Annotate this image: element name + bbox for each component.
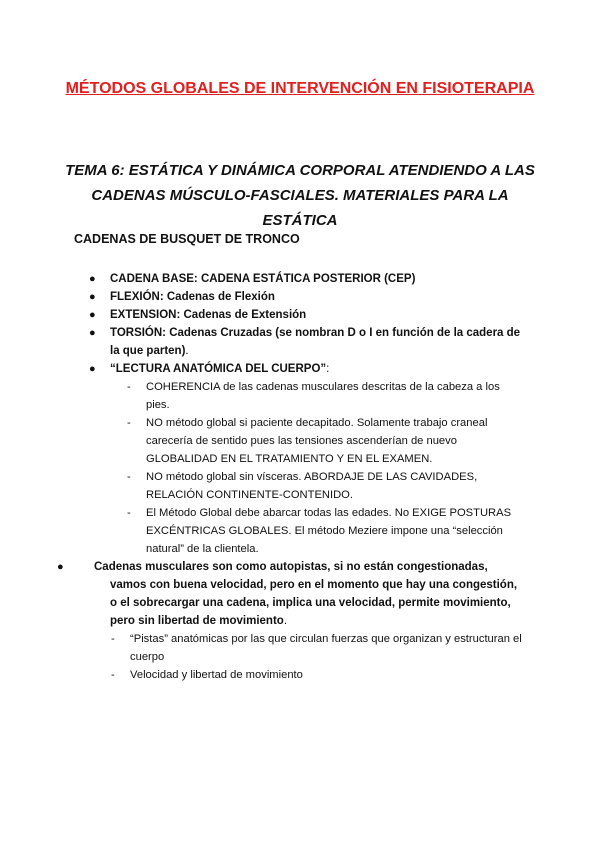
- section-heading: CADENAS DE BUSQUET DE TRONCO: [74, 232, 300, 246]
- bullet-icon: ●: [89, 273, 96, 285]
- list-item: [0, 306, 600, 324]
- sub-item-text: NO método global si paciente decapitado. Solamente trabajo craneal carecería de sentido pues las tensiones ascenderían de nuevo GLOBALIDAD EN EL TRATAMIENTO Y EN EL EXAMEN.: [146, 417, 488, 465]
- topic-subtitle: TEMA 6: ESTÁTICA Y DINÁMICA CORPORAL ATENDIENDO A LAS CADENAS MÚSCULO-FASCIALES. MATERIALES PARA LA ESTÁTICA: [65, 162, 535, 229]
- sub-item-text: “Pistas” anatómicas por las que circulan fuerzas que organizan y estructuran el cuerpo: [130, 633, 522, 663]
- dash-icon: -: [127, 417, 131, 429]
- item-text: Cadenas de Flexión: [163, 291, 275, 303]
- bullet-icon: ●: [57, 561, 64, 573]
- list-item: [0, 324, 600, 360]
- item-text: Cadenas musculares son como autopistas, si no están congestionadas, vamos con buena velocidad, pero en el momento que hay una congestión, o el sobrecargar una cadena, implica una velocidad, permite movimiento, pero sin libertad de movimiento: [94, 561, 518, 627]
- sub-list-item: [94, 666, 524, 684]
- bullet-icon: ●: [89, 291, 96, 303]
- sub-list-item: [110, 414, 524, 468]
- sub-list-item: [110, 468, 524, 504]
- item-tail: .: [283, 615, 288, 627]
- list-item: [0, 288, 600, 306]
- dash-icon: -: [127, 507, 131, 519]
- sub-list-item: [110, 378, 524, 414]
- dash-icon: -: [111, 669, 115, 681]
- list-item: [0, 360, 600, 558]
- item-head: EXTENSION:: [110, 309, 181, 321]
- item-text: Cadenas Cruzadas (se nombran D o I en función de la cadera de la que parten): [110, 327, 521, 357]
- list-item: [0, 558, 600, 684]
- dash-icon: -: [127, 381, 131, 393]
- sub-item-text: NO método global sin vísceras. ABORDAJE DE LAS CAVIDADES, RELACIÓN CONTINENTE-CONTENIDO.: [146, 471, 478, 501]
- item-head: FLEXIÓN:: [110, 291, 164, 303]
- item-head: TORSIÓN:: [110, 327, 167, 339]
- item-head: “LECTURA ANATÓMICA DEL CUERPO”: [110, 363, 327, 375]
- list-item: [0, 270, 600, 288]
- item-text: Cadenas de Extensión: [180, 309, 307, 321]
- dash-icon: -: [127, 471, 131, 483]
- sub-list: [110, 378, 524, 558]
- sub-list-item: [94, 630, 524, 666]
- item-tail: :: [326, 363, 330, 375]
- sub-list: [94, 630, 524, 684]
- dash-icon: -: [111, 633, 115, 645]
- sub-item-text: Velocidad y libertad de movimiento: [130, 669, 303, 681]
- bullet-icon: ●: [89, 363, 96, 375]
- item-tail: .: [185, 345, 189, 357]
- document-title: MÉTODOS GLOBALES DE INTERVENCIÓN EN FISIOTERAPIA: [65, 80, 535, 97]
- sub-item-text: COHERENCIA de las cadenas musculares descritas de la cabeza a los pies.: [146, 381, 500, 411]
- sub-list-item: [110, 504, 524, 558]
- sub-item-text: El Método Global debe abarcar todas las edades. No EXIGE POSTURAS EXCÉNTRICAS GLOBALES. El método Meziere impone una “selección natural” de la clientela.: [146, 507, 512, 555]
- bullet-list: [0, 270, 600, 684]
- bullet-icon: ●: [89, 327, 96, 339]
- item-text: CADENA BASE: CADENA ESTÁTICA POSTERIOR (CEP): [110, 273, 416, 285]
- bullet-icon: ●: [89, 309, 96, 321]
